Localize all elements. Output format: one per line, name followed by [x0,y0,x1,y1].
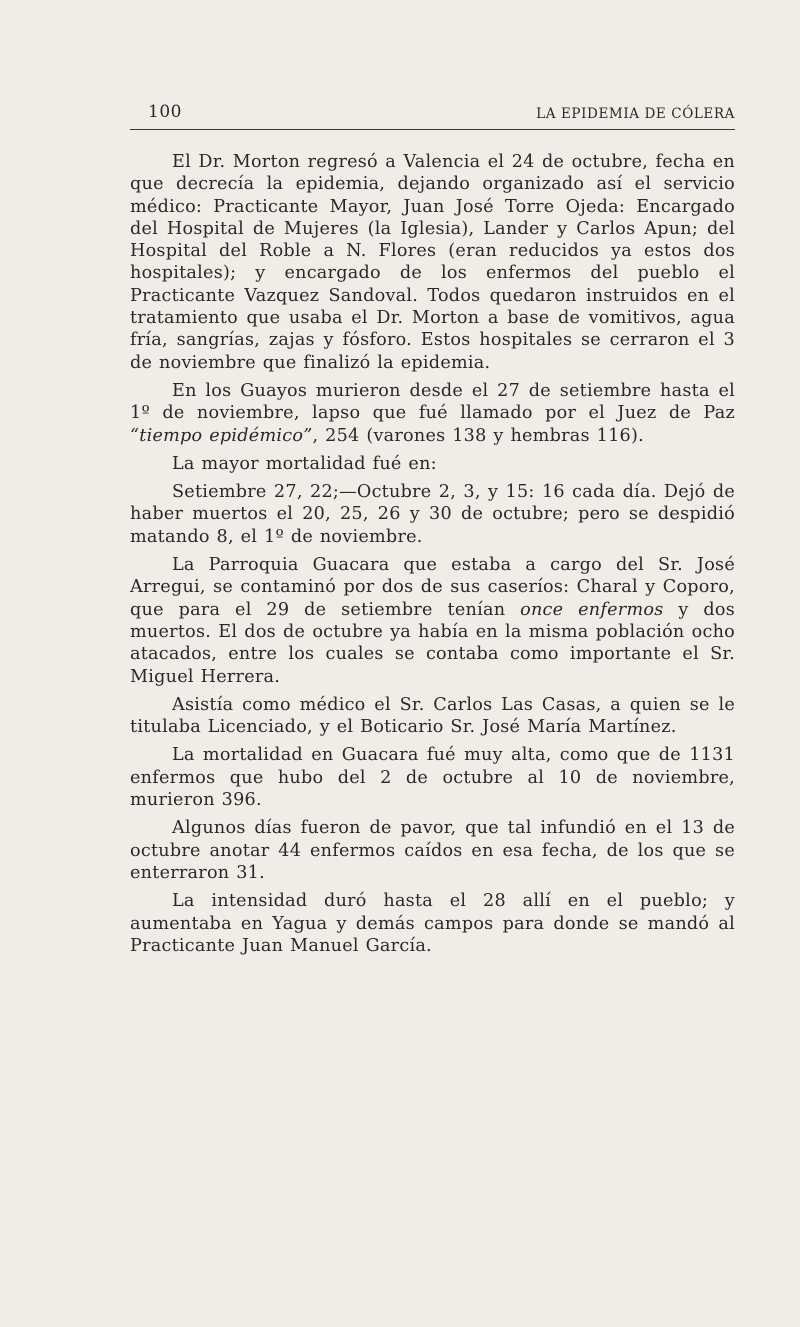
paragraph [130,151,735,374]
paragraph-text: La Parroquia Guacara que estaba a cargo del Sr. José Arregui, se contaminó por dos de sus caseríos: Charal y Coporo, que para el 29 de setiembre tenían [130,555,735,620]
paragraph [130,890,735,957]
paragraph [130,744,735,811]
paragraph-text: En los Guayos murieron desde el 27 de setiembre hasta el 1º de noviembre, lapso que fué llamado por el Juez de Paz [130,380,735,424]
paragraph-text: , 254 (varones 138 y hembras 116). [312,425,644,446]
page-number: 100 [148,102,182,122]
paragraph-text: y dos muertos. El dos de octubre ya había en la misma población ocho atacados, entre los cuales se contaba como importante el Sr. Miguel Herrera. [130,599,736,687]
paragraph-text: Setiembre 27, 22;—Octubre 2, 3, y 15: 16 cada día. Dejó de haber muertos el 20, 25, 26 y 30 de octubre; pero se despidió matando 8, el 1º de noviembre. [130,482,735,547]
paragraph [130,453,735,475]
paragraph [130,817,735,884]
italic-text: “tiempo epidémico” [130,425,313,446]
running-title: LA EPIDEMIA DE CÓLERA [536,106,735,122]
header-rule [130,129,735,130]
paragraph-text: La mortalidad en Guacara fué muy alta, como que de 1131 enfermos que hubo del 2 de octubre al 10 de noviembre, murieron 396. [130,745,735,811]
paragraph [130,481,735,548]
paragraph-text: El Dr. Morton regresó a Valencia el 24 de octubre, fecha en que decrecía la epidemia, dejando organizado así el servicio médico: Practicante Mayor, Juan José Torre Ojeda: Encargado del Hospital de Mujeres (la Iglesia), Lander y Carlos Apun; del Hospital del Roble a N. Flores (eran reducidos ya estos dos hospitales); y encargado de los enfermos del pueblo el Practicante Vazquez Sandoval. Todos quedaron instruidos en el tratamiento que usaba el Dr. Morton a base de vomitivos, agua fría, sangrías, zajas y fósforo. Estos hospitales se cerraron el 3 de noviembre que finalizó la epidemia. [130,152,735,373]
paragraph [130,380,735,447]
paragraph [130,694,735,739]
page-header [130,100,735,130]
paragraph-text: Asistía como médico el Sr. Carlos Las Casas, a quien se le titulaba Licenciado, y el Boticario Sr. José María Martínez. [130,694,735,738]
paragraph [130,554,735,688]
italic-text: once enfermos [520,599,664,620]
paragraph-text: Algunos días fueron de pavor, que tal infundió en el 13 de octubre anotar 44 enfermos caídos en esa fecha, de los que se enterraron 31. [130,818,735,883]
paragraph-text: La mayor mortalidad fué en: [172,453,437,474]
body-text [130,151,735,963]
paragraph-text: La intensidad duró hasta el 28 allí en el pueblo; y aumentaba en Yagua y demás campos para donde se mandó al Practicante Juan Manuel García. [130,891,735,956]
